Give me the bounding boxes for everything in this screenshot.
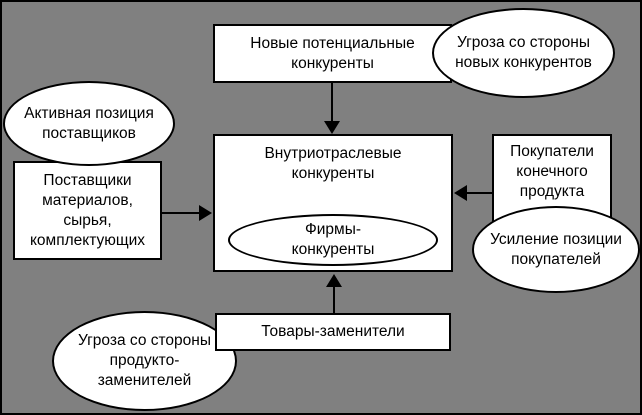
box-label-line: Новые потенциальные (250, 34, 415, 52)
arrow-left-shaft (162, 212, 200, 214)
suppliers-box (13, 161, 162, 260)
arrow-top-head-icon (324, 121, 340, 134)
ellipse-label-line: Угроза со стороны (78, 332, 211, 349)
box-label-line: Товары-заменители (261, 323, 405, 340)
threat-substitutes-ellipse (52, 311, 237, 411)
ellipse-label-line: Активная позиция (24, 104, 154, 122)
arrow-left-head-icon (199, 205, 212, 221)
ellipse-label-line: новых конкурентов (455, 54, 592, 71)
box-label-line: конкуренты (291, 165, 375, 182)
box-label-line: конечного (516, 163, 588, 180)
threat-new-competitors-ellipse (432, 8, 615, 98)
ellipse-label-line: продукто- (109, 352, 180, 369)
box-label-line: Внутриотраслевые (264, 145, 402, 162)
ellipse-label-line: Усиление позиции (490, 230, 622, 248)
arrow-right-shaft (466, 192, 492, 194)
ellipse-label-line: Фирмы- (304, 221, 362, 238)
stronger-buyer-position-ellipse (472, 206, 640, 293)
box-label-line: сырья, (63, 211, 112, 229)
active-supplier-position-ellipse (3, 81, 175, 166)
ellipse-label-line: заменителей (97, 372, 192, 389)
new-potential-competitors-box (213, 24, 452, 83)
arrow-top-shaft (331, 83, 333, 122)
ellipse-label-line: конкуренты (291, 241, 375, 258)
box-label-line: материалов, (42, 191, 133, 209)
substitute-goods-box (215, 313, 451, 351)
rival-firms-ellipse (228, 214, 438, 266)
box-label-line: конкуренты (291, 54, 374, 72)
box-label-line: продукта (519, 183, 585, 200)
ellipse-label-line: покупателей (511, 250, 601, 268)
arrow-right-head-icon (454, 185, 467, 201)
box-label-line: Поставщики (43, 171, 132, 189)
box-label-line: Покупатели (510, 143, 594, 160)
box-label-line: комплектующих (29, 231, 146, 249)
ellipse-label-line: Угроза со стороны (457, 34, 590, 51)
ellipse-label-line: поставщиков (42, 124, 136, 142)
arrow-bottom-head-icon (326, 274, 342, 287)
arrow-bottom-shaft (333, 286, 335, 313)
